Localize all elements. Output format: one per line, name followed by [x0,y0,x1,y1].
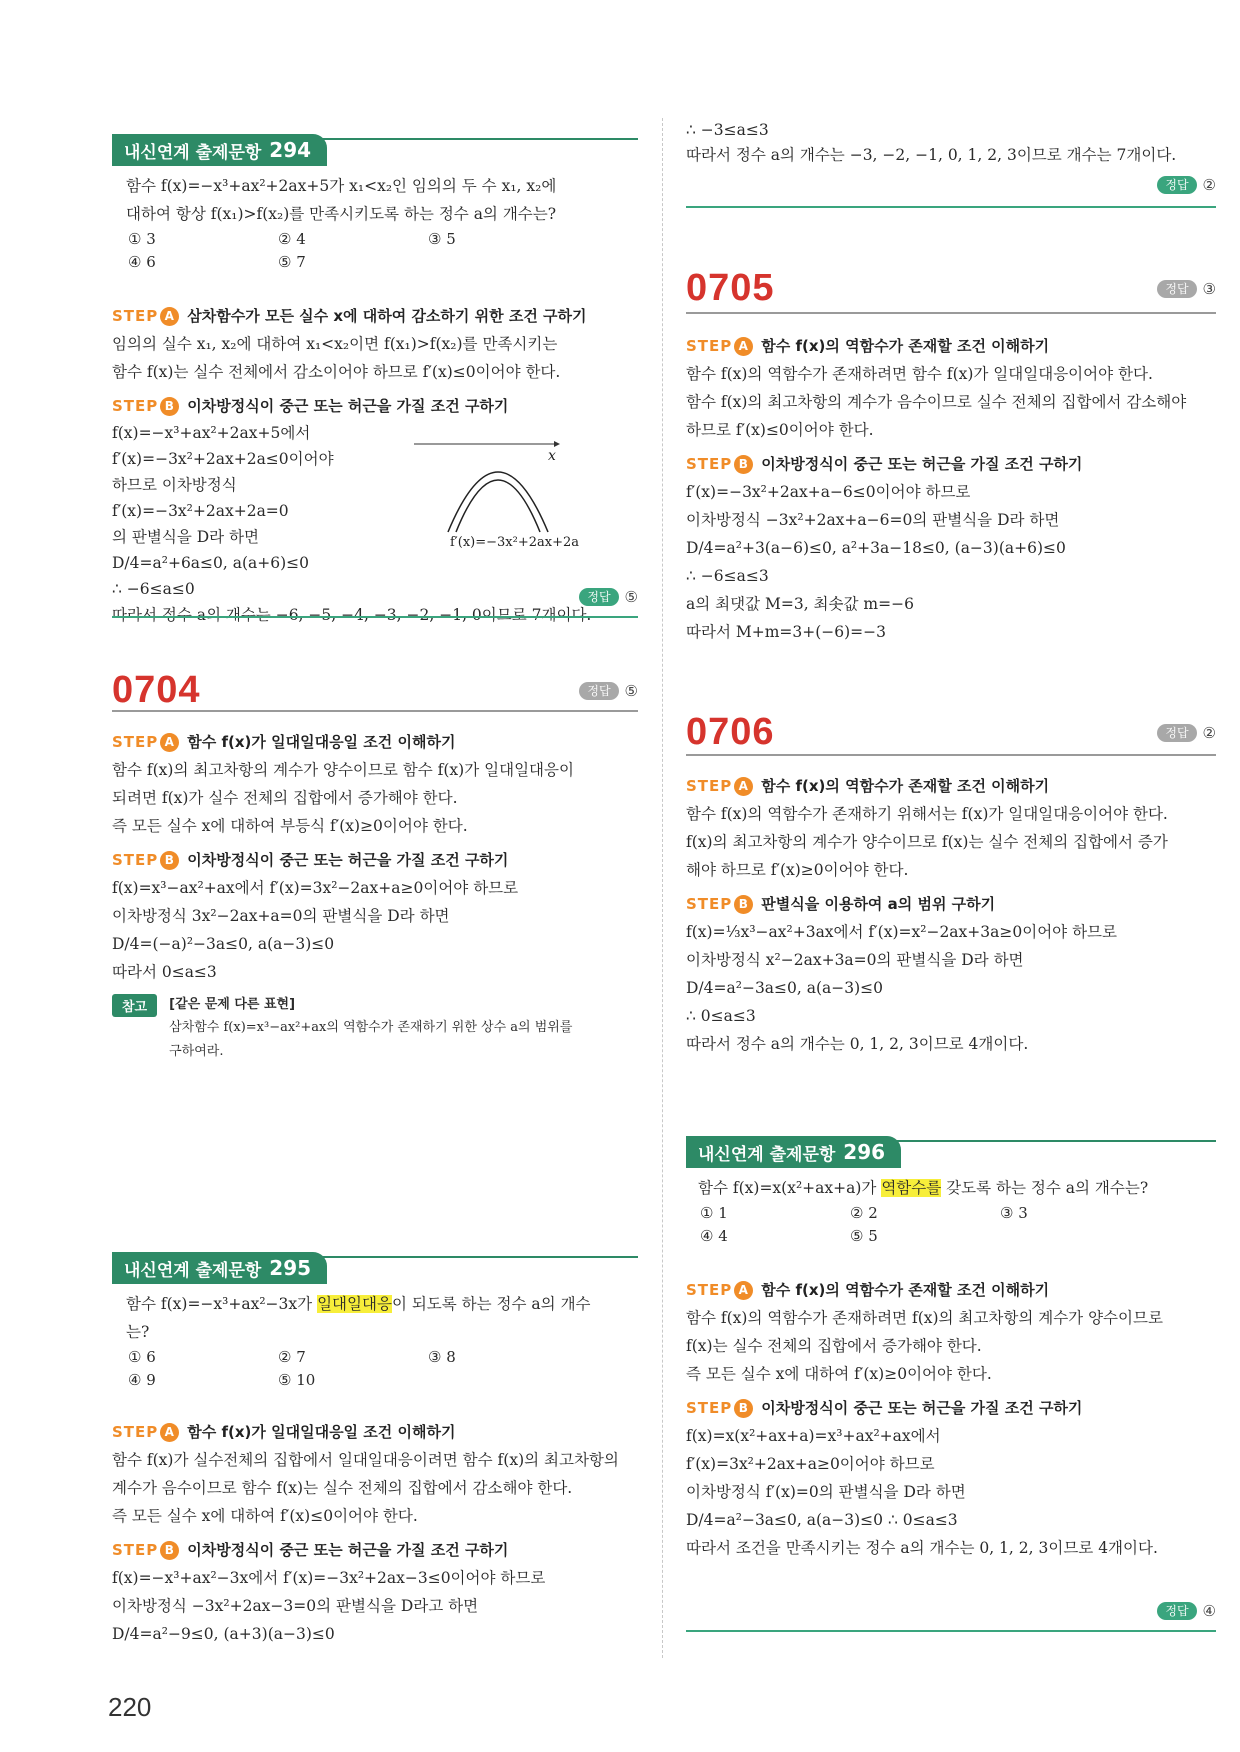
step-title: 함수 f(x)가 일대일대응일 조건 이해하기 [187,1423,456,1441]
answer-badge: 정답 [1157,724,1196,742]
solution-line: f(x)의 최고차항의 계수가 양수이므로 f(x)는 실수 전체의 집합에서 증가 [686,833,1168,851]
tag-number: 294 [269,138,312,162]
solution-line: 하므로 f′(x)≤0이어야 한다. [686,421,874,439]
question-line: 는? [126,1323,150,1341]
solution-line: 따라서 정수 a의 개수는 −3, −2, −1, 0, 1, 2, 3이므로 개수는 7개이다. [686,146,1177,164]
choice: ⑤ 10 [278,1371,316,1389]
tag-label: 내신연계 출제문항 [698,1144,836,1165]
section-rule [686,1630,1216,1632]
step-title: 함수 f(x)의 역함수가 존재할 조건 이해하기 [761,337,1050,355]
solution-line: 따라서 조건을 만족시키는 정수 a의 개수는 0, 1, 2, 3이므로 4개이다. [686,1539,1158,1557]
step-label: STEP A [686,1276,753,1304]
step-title: 함수 f(x)의 역함수가 존재할 조건 이해하기 [761,777,1050,795]
solution-line: 함수 f(x)의 역함수가 존재하려면 f(x)의 최고차항의 계수가 양수이므로 [686,1309,1163,1327]
choice: ① 3 [128,230,156,248]
solution-line: 함수 f(x)가 실수전체의 집합에서 일대일대응이려면 함수 f(x)의 최고차항의 [112,1451,619,1469]
step-label: STEP B [686,890,753,918]
choice: ⑤ 5 [850,1227,878,1245]
axis-label: x [548,448,556,464]
solution-line: 즉 모든 실수 x에 대하여 f′(x)≤0이어야 한다. [112,1507,418,1525]
choice: ④ 4 [700,1227,728,1245]
solution-line: 계수가 음수이므로 함수 f(x)는 실수 전체의 집합에서 감소해야 한다. [112,1479,573,1497]
tag-rule [302,1256,638,1258]
answer-badge: 정답 [579,588,618,606]
solution-line: f(x)=x(x²+ax+a)=x³+ax²+ax에서 [686,1427,941,1445]
solution-line: D/4=a²+6a≤0, a(a+6)≤0 [112,554,310,572]
solution-line: D/4=a²−9≤0, (a+3)(a−3)≤0 [112,1625,335,1643]
step-title: 이차방정식이 중근 또는 허근을 가질 조건 구하기 [761,455,1083,473]
solution-line: 함수 f(x)는 실수 전체에서 감소이어야 하므로 f′(x)≤0이어야 한다. [112,363,561,381]
solution-line: D/4=a²+3(a−6)≤0, a²+3a−18≤0, (a−3)(a+6)≤0 [686,539,1066,557]
parabola-curve [448,472,548,532]
parabola-curve-inner [456,480,540,532]
solution-line: f(x)는 실수 전체의 집합에서 증가해야 한다. [686,1337,982,1355]
solution-line: 따라서 정수 a의 개수는 −6, −5, −4, −3, −2, −1, 0이므로 7개이다. [112,606,592,624]
solution-line: f′(x)=−3x²+2ax+2a≤0이어야 [112,450,334,468]
solution-line: f′(x)=3x²+2ax+a≥0이어야 하므로 [686,1455,935,1473]
solution-line: 이차방정식 x²−2ax+3a=0의 판별식을 D라 하면 [686,951,1024,969]
highlight: 일대일대응 [317,1295,392,1313]
problem-0706-header [686,710,1216,754]
step-label: STEP A [112,302,179,330]
solution-0706 [686,766,1216,1058]
step-label: STEP A [112,1418,179,1446]
step-a [112,728,638,756]
answer-0706 [1157,724,1216,742]
answer-badge: 정답 [1157,1602,1196,1620]
problem-tag [112,1252,327,1284]
problem-295-header [112,1252,638,1286]
choice: ② 4 [278,230,306,248]
solution-0704 [112,722,638,1064]
solution-line: 함수 f(x)의 최고차항의 계수가 음수이므로 실수 전체의 집합에서 감소해야 [686,393,1187,411]
reference-title: [같은 문제 다른 표현] [169,997,296,1012]
number-rule [686,754,1216,756]
step-label: STEP B [686,450,753,478]
choice: ⑤ 7 [278,253,306,271]
step-b [686,450,1216,478]
solution-line: f(x)=x³−ax²+ax에서 f′(x)=3x²−2ax+a≥0이어야 하므로 [112,879,519,897]
choices-295 [112,1346,638,1392]
solution-line: D/4=a²−3a≤0, a(a−3)≤0 ∴ 0≤a≤3 [686,1511,958,1529]
step-label: STEP B [112,846,179,874]
choice: ③ 3 [1000,1204,1028,1222]
step-a [112,1418,638,1446]
step-title: 함수 f(x)가 일대일대응일 조건 이해하기 [187,733,456,751]
answer-mark: ③ [1202,280,1216,298]
step-letter-icon: B [160,851,179,870]
highlight: 역함수를 [881,1179,942,1197]
solution-line: a의 최댓값 M=3, 최솟값 m=−6 [686,595,914,613]
continuation-295 [686,118,1216,168]
solution-line: ∴ −3≤a≤3 [686,121,769,139]
step-letter-icon: A [160,733,179,752]
answer-badge: 정답 [1157,280,1196,298]
solution-line: 이차방정식 3x²−2ax+a=0의 판별식을 D라 하면 [112,907,450,925]
step-title: 이차방정식이 중근 또는 허근을 가질 조건 구하기 [187,851,509,869]
step-a [686,1276,1216,1304]
question-line: 함수 f(x)=x(x²+ax+a)가 역함수를 갖도록 하는 정수 a의 개수는? [698,1179,1149,1197]
solution-295 [112,1412,638,1648]
solution-line: 하므로 이차방정식 [112,476,237,494]
problem-number: 0706 [686,711,775,753]
answer-badge: 정답 [579,682,618,700]
step-letter-icon: B [160,397,179,416]
choice: ③ 5 [428,230,456,248]
solution-line: 함수 f(x)의 역함수가 존재하기 위해서는 f(x)가 일대일대응이어야 한다. [686,805,1168,823]
step-label: STEP B [686,1394,753,1422]
step-letter-icon: B [734,895,753,914]
choice: ① 6 [128,1348,156,1366]
solution-line: f(x)=−x³+ax²+2ax+5에서 [112,424,311,442]
step-b [686,1394,1216,1422]
choice: ② 7 [278,1348,306,1366]
answer-0705 [1157,280,1216,298]
problem-tag [686,1136,901,1168]
solution-0705 [686,326,1216,646]
solution-line: f′(x)=−3x²+2ax+a−6≤0이어야 하므로 [686,483,971,501]
question-295 [112,1290,638,1346]
x-axis-arrow-icon [554,441,560,447]
step-letter-icon: A [734,777,753,796]
solution-line: f′(x)=−3x²+2ax+2a=0 [112,502,289,520]
choice: ① 1 [700,1204,728,1222]
reference-note [112,994,638,1064]
solution-line: D/4=(−a)²−3a≤0, a(a−3)≤0 [112,935,335,953]
problem-0705-header [686,266,1216,310]
choices-296 [686,1202,1216,1248]
answer-badge: 정답 [1157,176,1196,194]
answer-mark: ② [1202,724,1216,742]
solution-line: f(x)=−x³+ax²−3x에서 f′(x)=−3x²+2ax−3≤0이어야 하므로 [112,1569,546,1587]
tag-label: 내신연계 출제문항 [124,142,262,163]
question-line: 함수 f(x)=−x³+ax²+2ax+5가 x₁<x₂인 임의의 두 수 x₁, x₂에 [126,177,557,195]
problem-296 [686,1136,1216,1248]
step-title: 이차방정식이 중근 또는 허근을 가질 조건 구하기 [187,1541,509,1559]
choice: ② 2 [850,1204,878,1222]
problem-296-header [686,1136,1216,1170]
step-letter-icon: A [160,307,179,326]
step-letter-icon: A [160,1423,179,1442]
solution-line: 함수 f(x)의 최고차항의 계수가 양수이므로 함수 f(x)가 일대일대응이 [112,761,574,779]
step-title: 이차방정식이 중근 또는 허근을 가질 조건 구하기 [187,397,509,415]
step-title: 함수 f(x)의 역함수가 존재할 조건 이해하기 [761,1281,1050,1299]
problem-294 [112,134,638,274]
reference-line: 삼차함수 f(x)=x³−ax²+ax의 역함수가 존재하기 위한 상수 a의 범위를 [169,1020,573,1035]
step-letter-icon: A [734,1281,753,1300]
step-b [112,1536,638,1564]
step-letter-icon: A [734,337,753,356]
section-rule [112,616,638,618]
step-title: 이차방정식이 중근 또는 허근을 가질 조건 구하기 [761,1399,1083,1417]
reference-line: 구하여라. [169,1044,224,1059]
solution-line: 이차방정식 −3x²+2ax+a−6=0의 판별식을 D라 하면 [686,511,1060,529]
answer-mark: ② [1202,176,1216,194]
step-letter-icon: B [160,1541,179,1560]
question-296 [686,1174,1216,1202]
question-line: 대하여 항상 f(x₁)>f(x₂)를 만족시키도록 하는 정수 a의 개수는? [126,205,557,223]
step-label: STEP B [112,392,179,420]
solution-line: ∴ 0≤a≤3 [686,1007,756,1025]
number-rule [686,312,1216,314]
step-label: STEP A [686,332,753,360]
step-label: STEP A [686,772,753,800]
solution-line: 따라서 M+m=3+(−6)=−3 [686,623,887,641]
number-rule [112,710,638,712]
answer-mark: ④ [1202,1602,1216,1620]
problem-0704-header [112,668,638,712]
answer-294 [579,588,638,606]
step-title: 판별식을 이용하여 a의 범위 구하기 [761,895,996,913]
choices-294 [112,228,638,274]
solution-line: 함수 f(x)의 역함수가 존재하려면 함수 f(x)가 일대일대응이어야 한다. [686,365,1153,383]
tag-rule [302,138,638,140]
column-divider [662,118,663,1658]
tag-number: 295 [269,1256,312,1280]
step-letter-icon: B [734,1399,753,1418]
step-b [686,890,1216,918]
step-a [686,332,1216,360]
problem-295 [112,1252,638,1392]
step-label: STEP A [112,728,179,756]
tag-number: 296 [843,1140,886,1164]
problem-number: 0705 [686,267,775,309]
section-rule [686,206,1216,208]
question-294 [112,172,638,228]
solution-line: 이차방정식 f′(x)=0의 판별식을 D라 하면 [686,1483,966,1501]
solution-296 [686,1270,1216,1562]
solution-line: 즉 모든 실수 x에 대하여 f′(x)≥0이어야 한다. [686,1365,992,1383]
solution-line: 따라서 정수 a의 개수는 0, 1, 2, 3이므로 4개이다. [686,1035,1029,1053]
step-letter-icon: B [734,455,753,474]
page-number: 220 [108,1692,152,1722]
solution-line: f(x)=⅓x³−ax²+3ax에서 f′(x)=x²−2ax+3a≥0이어야 하므로 [686,923,1117,941]
step-title: 삼차함수가 모든 실수 x에 대하여 감소하기 위한 조건 구하기 [187,307,587,325]
step-a [112,302,638,330]
problem-294-header [112,134,638,168]
solution-line: 따라서 0≤a≤3 [112,963,217,981]
answer-0704 [579,682,638,700]
tag-label: 내신연계 출제문항 [124,1260,262,1281]
answer-295 [1157,176,1216,194]
choice: ④ 6 [128,253,156,271]
solution-line: 의 판별식을 D라 하면 [112,528,259,546]
parabola-graph [414,432,638,552]
solution-line: 이차방정식 −3x²+2ax−3=0의 판별식을 D라고 하면 [112,1597,479,1615]
answer-mark: ⑤ [624,588,638,606]
solution-line: 해야 하므로 f′(x)≥0이어야 한다. [686,861,909,879]
reference-label: 참고 [112,994,157,1017]
step-a [686,772,1216,800]
step-b [112,392,638,420]
curve-label: f′(x)=−3x²+2ax+2a [450,535,579,550]
problem-tag [112,134,327,166]
step-b [112,846,638,874]
solution-line: D/4=a²−3a≤0, a(a−3)≤0 [686,979,884,997]
step-label: STEP B [112,1536,179,1564]
tag-rule [876,1140,1216,1142]
solution-line: ∴ −6≤a≤3 [686,567,769,585]
solution-294 [112,296,638,628]
choice: ③ 8 [428,1348,456,1366]
choice: ④ 9 [128,1371,156,1389]
problem-number: 0704 [112,669,201,711]
solution-line: 임의의 실수 x₁, x₂에 대하여 x₁<x₂이면 f(x₁)>f(x₂)를 만족시키는 [112,335,558,353]
question-line: 함수 f(x)=−x³+ax²−3x가 일대일대응이 되도록 하는 정수 a의 개수 [126,1295,591,1313]
answer-296 [1157,1602,1216,1620]
solution-line: ∴ −6≤a≤0 [112,580,195,598]
solution-line: 즉 모든 실수 x에 대하여 부등식 f′(x)≥0이어야 한다. [112,817,468,835]
answer-mark: ⑤ [624,682,638,700]
solution-line: 되려면 f(x)가 실수 전체의 집합에서 증가해야 한다. [112,789,458,807]
